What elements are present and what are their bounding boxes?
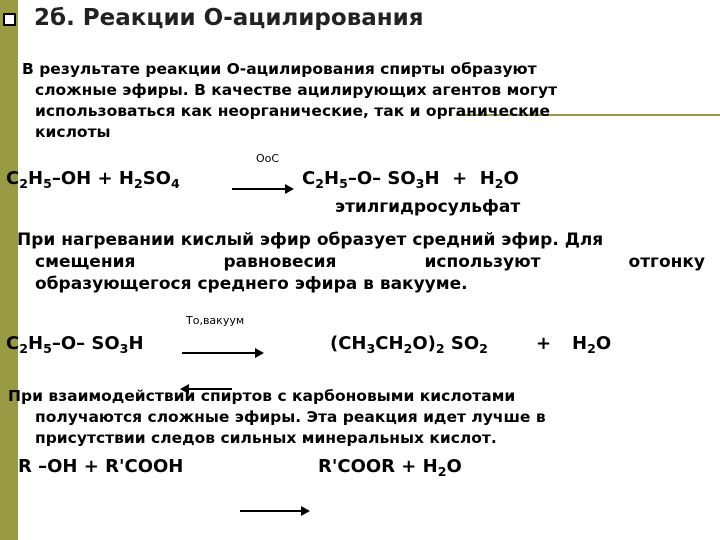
para2-line-2: смещения равновесия используют отгонку [35, 252, 705, 272]
eq3-products: R'COOR + $H_2O$ [318, 456, 462, 479]
eq3-reaction-arrow [240, 510, 308, 512]
eq2-product: $(CH_3CH_2O)_2$ $SO_2$ [330, 333, 488, 356]
eq1-reactants: $C_2H_5-OH + H_2SO_4$ [6, 168, 180, 191]
eq1-reaction-arrow [232, 188, 292, 190]
para3-line-2: получаются сложные эфиры. Эта реакция идет лучше в [35, 408, 546, 426]
eq1-product-name: этилгидросульфат [335, 197, 521, 217]
left-accent-bar [0, 0, 18, 540]
eq2-reactant: $C_2H_5-O-$ $SO_3H$ [6, 333, 144, 356]
title-bullet-icon [3, 13, 16, 26]
para2-line-1: При нагревании кислый эфир образует средний эфир. Для [17, 230, 604, 250]
eq1-products: $C_2H_5-O-$ $SO_3H + H_2O$ [302, 168, 519, 191]
para3-line-3: присутствии следов сильных минеральных кислот. [35, 429, 497, 447]
eq2-water: $H_2O$ [572, 333, 612, 356]
intro-line-1: В результате реакции О-ацилирования спирты образуют [22, 60, 537, 78]
para2-line-3: образующегося среднего эфира в вакууме. [35, 274, 468, 294]
slide-title: 2б. Реакции О-ацилирования [34, 5, 424, 31]
intro-line-2: сложные эфиры. В качестве ацилирующих агентов могут [35, 81, 558, 99]
eq3-reactants: R –OH + R'COOH [18, 456, 184, 477]
intro-line-3: использоваться как неорганические, так и органические [35, 102, 551, 120]
eq1-condition: ОоС [256, 152, 280, 165]
intro-line-4: кислоты [35, 123, 111, 141]
para3-line-1: При взаимодействии спиртов с карбоновыми кислотами [8, 387, 516, 405]
eq2-condition: То,вакуум [186, 314, 245, 327]
eq2-reaction-arrow [182, 352, 262, 354]
eq2-plus: + [536, 333, 552, 354]
